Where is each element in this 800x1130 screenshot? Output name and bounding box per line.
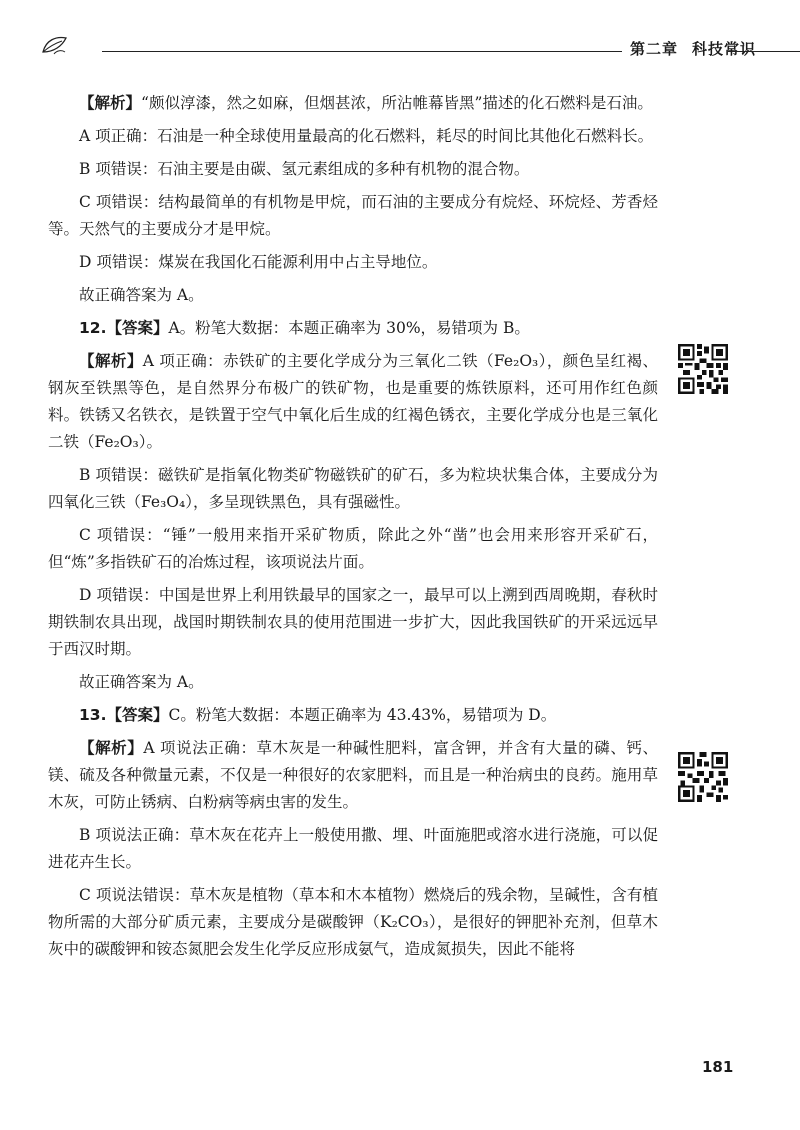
paragraph-text: A 项正确：石油是一种全球使用量最高的化石燃料，耗尽的时间比其他化石燃料长。 bbox=[79, 127, 654, 145]
paragraph-text: D 项错误：煤炭在我国化石能源利用中占主导地位。 bbox=[79, 253, 438, 271]
paragraph-text: B 项错误：石油主要是由碳、氢元素组成的多种有机物的混合物。 bbox=[79, 160, 530, 178]
paragraph-text: 故正确答案为 A。 bbox=[79, 673, 204, 691]
paragraph bbox=[48, 123, 658, 150]
paragraph-text: A 项正确：赤铁矿的主要化学成分为三氧化二铁（Fe₂O₃），颜色呈红褐、钢灰至铁黑等色，是自然界分布极广的铁矿物，也是重要的炼铁原料，还可用作红色颜料。铁锈又名铁衣，是铁置于空气中氧化后生成的红褐色锈衣，主要化学成分也是三氧化二铁（Fe₂O₃）。 bbox=[48, 352, 658, 451]
paragraph bbox=[48, 249, 658, 276]
page-header bbox=[40, 28, 770, 62]
page-body bbox=[48, 90, 658, 969]
paragraph-text: C 项错误：结构最简单的有机物是甲烷，而石油的主要成分有烷烃、环烷烃、芳香烃等。天然气的主要成分才是甲烷。 bbox=[48, 193, 658, 238]
paragraph bbox=[48, 582, 658, 663]
paragraph-text: C。粉笔大数据：本题正确率为 43.43%，易错项为 D。 bbox=[168, 706, 557, 724]
paragraph-tag: 13.【答案】 bbox=[79, 706, 169, 724]
chapter-number: 第二章 bbox=[630, 40, 679, 58]
paragraph-text: “颇似淳漆，然之如麻，但烟甚浓，所沾帷幕皆黑”描述的化石燃料是石油。 bbox=[141, 94, 653, 112]
paragraph bbox=[48, 882, 658, 963]
paragraph-text: 故正确答案为 A。 bbox=[79, 286, 204, 304]
answer-line-12 bbox=[48, 315, 658, 342]
paragraph bbox=[48, 735, 658, 816]
paragraph-tag: 12.【答案】 bbox=[79, 319, 169, 337]
paragraph-tag: 【解析】 bbox=[79, 94, 142, 112]
answer-line-13 bbox=[48, 702, 658, 729]
paragraph bbox=[48, 282, 658, 309]
paragraph-text: C 项说法错误：草木灰是植物（草本和木本植物）燃烧后的残余物，呈碱性，含有植物所需的大部分矿质元素，主要成分是碳酸钾（K₂CO₃），是很好的钾肥补充剂，但草木灰中的碳酸钾和铵态氮肥会发生化学反应形成氨气，造成氮损失，因此不能将 bbox=[48, 886, 658, 958]
qr-code-icon[interactable] bbox=[678, 344, 728, 394]
paragraph-text: C 项错误：“锤”一般用来指开采矿物质，除此之外“凿”也会用来形容开采矿石，但“炼”多指铁矿石的冶炼过程，该项说法片面。 bbox=[48, 526, 658, 571]
paragraph bbox=[48, 669, 658, 696]
paragraph bbox=[48, 90, 658, 117]
paragraph bbox=[48, 189, 658, 243]
paragraph-tag: 【解析】 bbox=[79, 352, 143, 370]
paragraph bbox=[48, 462, 658, 516]
paragraph bbox=[48, 522, 658, 576]
paragraph-text: B 项错误：磁铁矿是指氧化物类矿物磁铁矿的矿石，多为粒块状集合体，主要成分为四氧化三铁（Fe₃O₄），多呈现铁黑色，具有强磁性。 bbox=[48, 466, 658, 511]
qr-code-icon[interactable] bbox=[678, 752, 728, 802]
paragraph-text: B 项说法正确：草木灰在花卉上一般使用撒、埋、叶面施肥或溶水进行浇施，可以促进花卉生长。 bbox=[48, 826, 658, 871]
leaf-logo-icon bbox=[40, 32, 70, 56]
paragraph bbox=[48, 348, 658, 456]
paragraph-text: A 项说法正确：草木灰是一种碱性肥料，富含钾，并含有大量的磷、钙、镁、硫及各种微量元素，不仅是一种很好的农家肥料，而且是一种治病虫的良药。施用草木灰，可防止锈病、白粉病等病虫害的发生。 bbox=[48, 739, 658, 811]
paragraph-text: A。粉笔大数据：本题正确率为 30%，易错项为 B。 bbox=[168, 319, 530, 337]
paragraph bbox=[48, 822, 658, 876]
paragraph bbox=[48, 156, 658, 183]
header-rule-left bbox=[102, 51, 622, 52]
page-number: 181 bbox=[702, 1058, 734, 1076]
chapter-heading bbox=[630, 38, 770, 59]
chapter-title: 科技常识 bbox=[692, 40, 757, 58]
paragraph-tag: 【解析】 bbox=[79, 739, 144, 757]
paragraph-text: D 项错误：中国是世界上利用铁最早的国家之一，最早可以上溯到西周晚期，春秋时期铁制农具出现，战国时期铁制农具的使用范围进一步扩大，因此我国铁矿的开采远远早于西汉时期。 bbox=[48, 586, 658, 658]
header-rule-right bbox=[728, 51, 800, 52]
